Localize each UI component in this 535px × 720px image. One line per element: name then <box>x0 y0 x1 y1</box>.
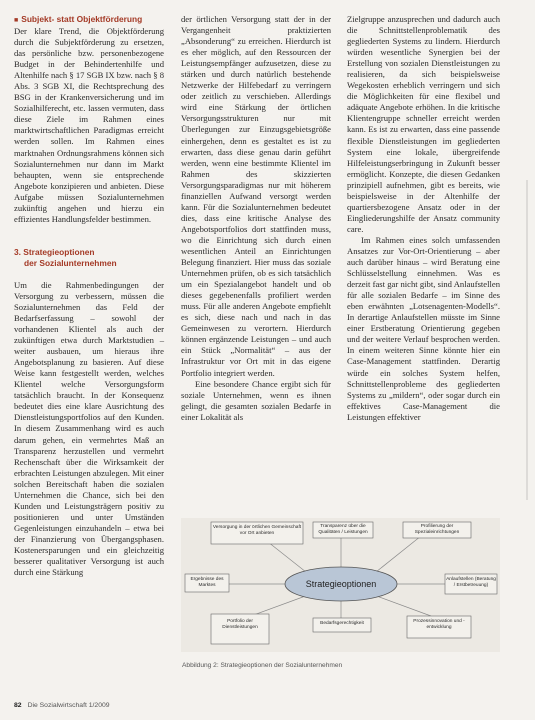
section-heading: der Sozialunternehmen <box>24 257 117 268</box>
figure-caption: Abbildung 2: Strategieoptionen der Sozialunternehmen <box>182 662 343 669</box>
box-label: Prozessinnovation und -entwicklung <box>413 619 465 630</box>
box-label: Transparenz über die Qualitäten / Leistungen <box>318 524 368 535</box>
body-paragraph: der örtlichen Versorgung statt der in der Vergangenheit praktizierten „Absonderung“ zu erreichen. Hierdurch ist es eher möglich, auf den Ressourcen der Leistungsempfänger aufzusetzen, diese zu stärken und durch natürlich bestehende Netzwerke der Hilfebedarf zu verringern oder zeitlich zu verschieben. Allerdings wird eine Stärkung der örtlichen Versorgungsstrukturen nur mit Überlegungen zur Einzugsgebietsgröße einhergehen, denn es gestaltet es ist zu erwarten, dass diese genau darin geführt werden, wenn eine bestimmte Klientel im Rahmen des skizzierten Versorgungsparadigmas nur mit höherem finanziellen Aufwand versorgt werden kann. Für die Sozialunternehmen bedeutet dies, dass eine kritische Analyse des Angebotsportfolios dort stattfinden muss, wo die Einrichtung sich durch einen wesentlichen Anteil an Einrichtungen Belegung finanziert. Hier muss das soziale Unternehmen prüfen, ob es sich tatsächlich um ein Spezialangebot handelt und ob dieses gegebenenfalls profiliert werden muss. Für alle anderen Angebote empfiehlt es sich, diese nach und nach in das Gemeinwesen zu verortern. Hierdurch können ergänzende Leistungen – und auch ein Stück „Normalität“ – aus der Infrastruktur vor Ort mit in das eigene Portfolio integriert werden. <box>181 14 331 378</box>
box-label: Bedarfsgerechtigkeit <box>320 621 364 626</box>
bullet-icon: ■ <box>14 17 19 24</box>
box-label: Profilierung der Spezialeinrichtungen <box>414 524 460 535</box>
column-1 <box>14 14 164 578</box>
center-label: Strategieoptionen <box>305 579 377 589</box>
body-paragraph: Der klare Trend, die Objektförderung durch die Subjektförderung zu ersetzen, das persönliche bzw. personenbezogene Budget in der Behindertenhilfe und Altenhilfe nach § 17 SGB IX bzw. nach § 8 Abs. 3 SGB XI, die Rechtsprechung des BSG in der Krankenversicherung und im Sozialhilferecht, etc. lassen vermuten, dass diese Ziele im Rahmen eines marktwirtschaftlichen Paradigmas erreicht werden sollen. Im Rahmen eines marktnahen Ordnungsrahmens können sich Sozialunternehmen nur dann im Markt behaupten, wenn sie entsprechende Angebote konzipieren und anbieten. Diese Aufgabe müssen Sozialunternehmen zukünftig angehen und hierzu ein effizientes Handlungsfelder bestimmen. <box>14 26 164 224</box>
section-heading: ■ Subjekt- statt Objektförderung <box>14 14 143 24</box>
body-paragraph: Zielgruppe anzusprechen und dadurch auch die Schnittstellenproblematik des gegliederten Systems zu lindern. Hierdurch würden wesentliche Synergien bei der Erstellung von sozialen Dienstleistungen zu realisieren, da sich beispielsweise Wegekosten erheblich verringern und sich die Möglichkeiten für eine flexibel und adäquate Angebote erhöhen. In die kritische Klientengruppe schneller erreicht werden kann. Es ist zu erwarten, dass eine passende flexible Dienstleistungen im gegliederten System eine lokale, übergreifende Hilfeleistungserbringung in Zukunft besser ermöglicht. Konzepte, die diesen Gedanken prinzipiell aufnehmen, gibt es bereits, wie beispielsweise in der Altenhilfe der quartiersbezogene Ansatz oder in der Eingliederungshilfe der Ansatz community care. <box>347 14 500 234</box>
box-label: Ergebnisse des Marktes <box>190 577 224 588</box>
box-label: Portfolio der Dienstleistungen <box>222 619 258 630</box>
box-label: Versorgung in der örtlichen Gemeinschaft vor Ort anbieten <box>212 525 302 536</box>
margin-watermark <box>524 180 530 500</box>
strategy-diagram <box>181 518 500 652</box>
column-3 <box>347 14 500 423</box>
body-paragraph: Um die Rahmenbedingungen der Versorgung zu verbessern, müssen die Sozialunternehmen das Feld der Bedarfserfassung – sowohl der vorhandenen Klientel als auch der zukünftigen etwa durch Marktstudien – weiter ausbauen, um hieraus ihre Angebotsplanung zu basieren. Auf diese Weise kann festgestellt werden, welches Klientel welche Versorgungsform tatsächlich braucht. In der Konsequenz bedeutet dies eine klare Ausrichtung des Dienstleistungsportfolios auf den Kunden. In diesem Zusammenhang wird es auch darum gehen, ein vermehrtes Maß an Transparenz herzustellen und vermehrt Rechenschaft über die Wirksamkeit der erbrachten Leistungen abzulegen. Mit einer solchen Bereitschaft haben die sozialen Unternehmen die Chance, sich bei den Kunden und Leistungsträgern positiv zu positionieren und unter Umständen Gegenleistungen einzuhandeln – etwa bei der Finanzierung von Übergangsphasen. Kostenersparungen und ein gleichzeitig besserer qualitativer Versorgung ist auch durch eine Stärkung <box>14 279 164 578</box>
column-2 <box>181 14 331 423</box>
section-heading: 3. Strategieoptionen <box>14 246 95 257</box>
body-paragraph: Im Rahmen eines solch umfassenden Ansatzes zur Vor-Ort-Orientierung – aber auch darüber hinaus – wird Beratung eine Schlüsselstellung einnehmen. Was es derzeit fast gar nicht gibt, sind Anlaufstellen für alle sozialen Bedarfe – im Sinne des eben erwähnten „Lotsenagenten-Modells“. In derartige Anlaufstellen müsste im Sinne einer Erstberatung Orientierung gegeben und der weitere Verlauf besprochen werden. In einem weiteren Sinne könnte hier ein Case-Management stattfinden. Derartig würde ein solches System helfen, Schnittstellenprobleme des gegliederten Systems zu „mildern“, oder sogar durch ein effektives Case-Management die Leistungen effektiver <box>347 234 500 422</box>
journal-name: Die Sozialwirtschaft 1/2009 <box>27 702 110 709</box>
body-paragraph: Eine besondere Chance ergibt sich für soziale Unternehmen, wenn es ihnen gelingt, die gesamten sozialen Bedarfe in einer Lokalität als <box>181 378 331 422</box>
box-label: Anlaufstellen (Beratung / Erstbetreuung) <box>446 577 496 588</box>
page-number: 82 <box>14 702 22 709</box>
page-footer <box>14 702 110 709</box>
